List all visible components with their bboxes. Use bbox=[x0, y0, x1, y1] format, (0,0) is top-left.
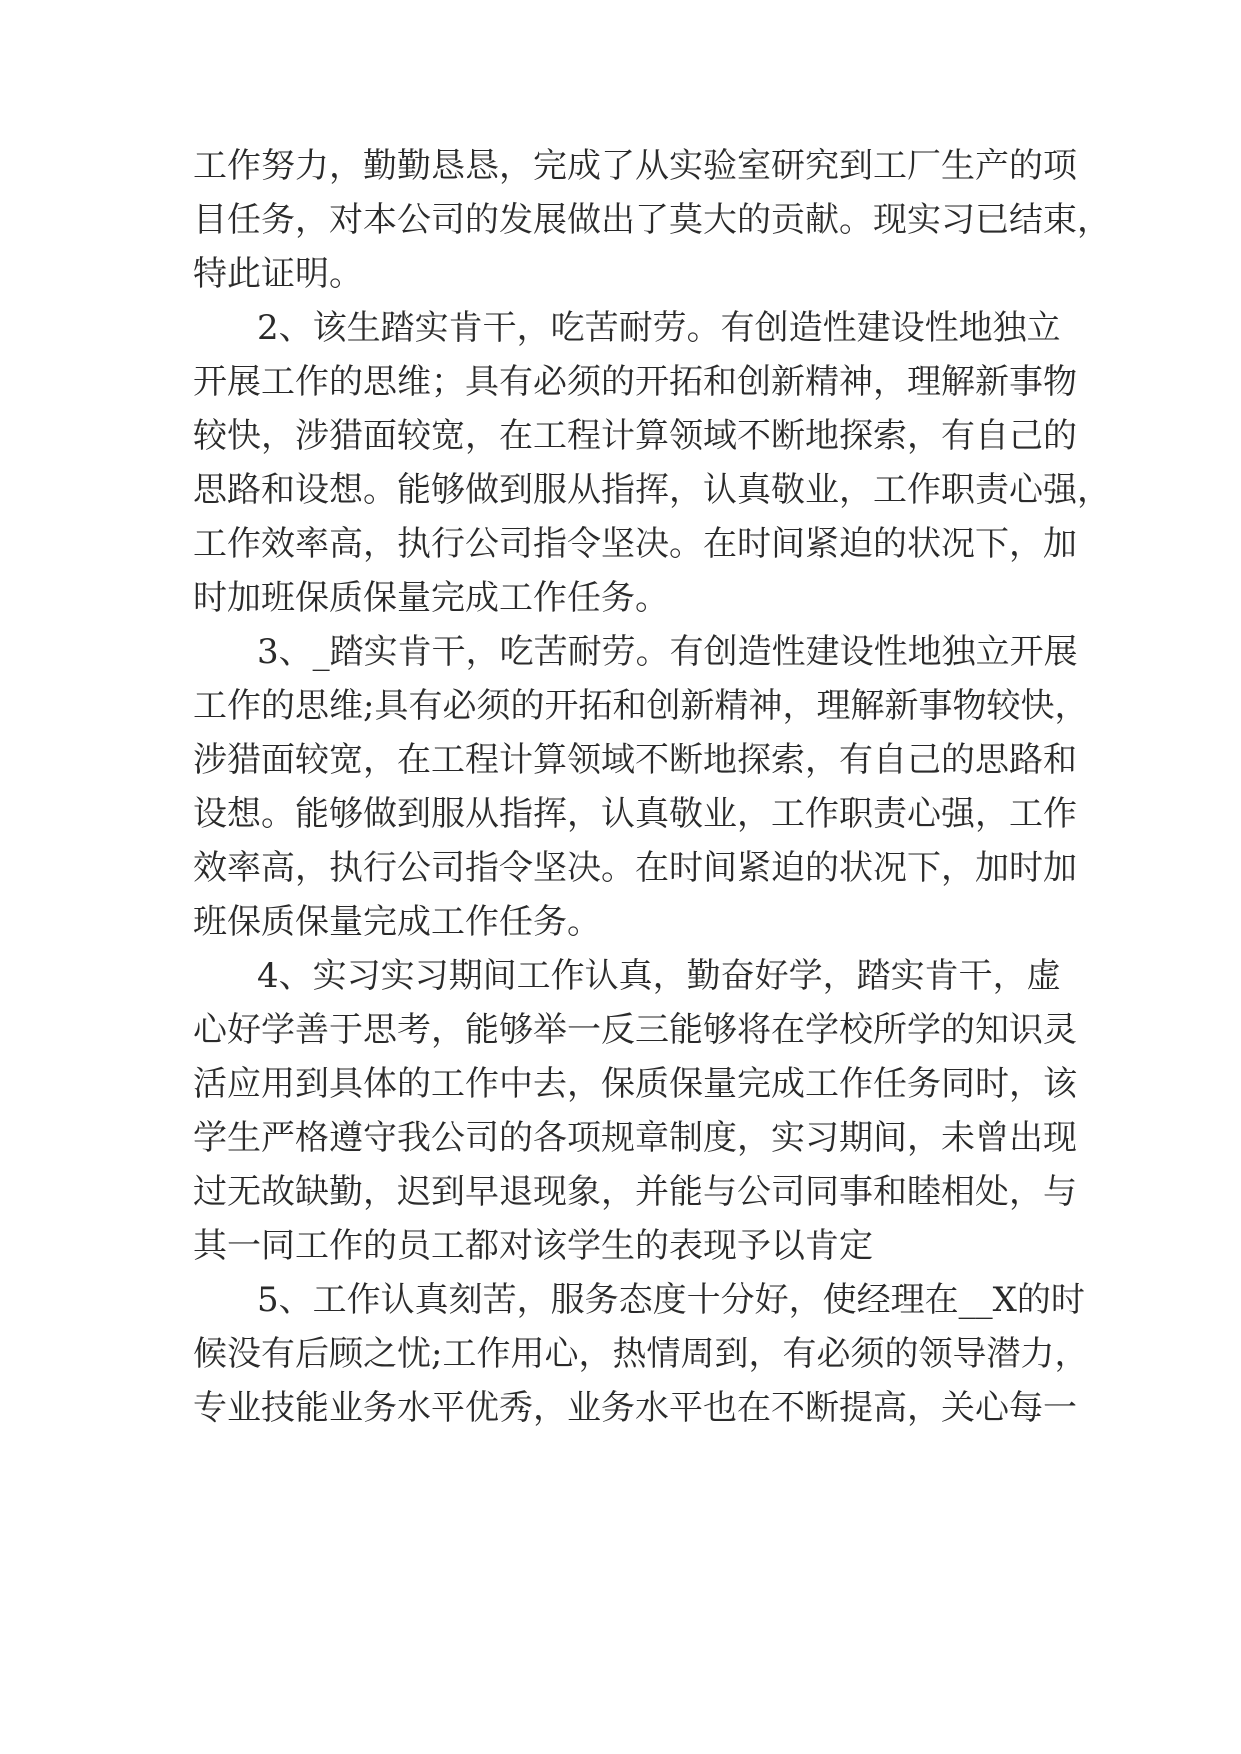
text-line: 学生严格遵守我公司的各项规章制度，实习期间，未曾出现 bbox=[193, 1118, 1077, 1158]
text-line: 涉猎面较宽，在工程计算领域不断地探索，有自己的思路和 bbox=[193, 740, 1077, 780]
text-line: 专业技能业务水平优秀，业务水平也在不断提高，关心每一 bbox=[193, 1388, 1077, 1428]
text-line: 较快，涉猎面较宽，在工程计算领域不断地探索，有自己的 bbox=[193, 416, 1077, 456]
text-line: 工作努力，勤勤恳恳，完成了从实验室研究到工厂生产的项 bbox=[193, 146, 1077, 186]
text-line: 过无故缺勤，迟到早退现象，并能与公司同事和睦相处，与 bbox=[193, 1172, 1077, 1212]
paragraph-2-first-line: 2、该生踏实肯干，吃苦耐劳。有创造性建设性地独立 bbox=[257, 308, 1061, 348]
text-line: 工作效率高，执行公司指令坚决。在时间紧迫的状况下，加 bbox=[193, 524, 1077, 564]
paragraph-5-first-line: 5、工作认真刻苦，服务态度十分好，使经理在__X的时 bbox=[257, 1280, 1085, 1320]
text-line: 班保质保量完成工作任务。 bbox=[193, 902, 601, 942]
text-line: 开展工作的思维；具有必须的开拓和创新精神，理解新事物 bbox=[193, 362, 1077, 402]
text-line: 特此证明。 bbox=[193, 254, 363, 294]
text-line: 目任务，对本公司的发展做出了莫大的贡献。现实习已结束， bbox=[193, 200, 1111, 240]
text-line: 候没有后顾之忧;工作用心，热情周到，有必须的领导潜力， bbox=[193, 1334, 1089, 1374]
text-line: 工作的思维;具有必须的开拓和创新精神，理解新事物较快， bbox=[193, 686, 1089, 726]
paragraph-3-first-line: 3、_踏实肯干，吃苦耐劳。有创造性建设性地独立开展 bbox=[257, 632, 1078, 672]
text-line: 心好学善于思考，能够举一反三能够将在学校所学的知识灵 bbox=[193, 1010, 1077, 1050]
text-line: 效率高，执行公司指令坚决。在时间紧迫的状况下，加时加 bbox=[193, 848, 1077, 888]
text-line: 其一同工作的员工都对该学生的表现予以肯定 bbox=[193, 1226, 873, 1266]
text-line: 思路和设想。能够做到服从指挥，认真敬业，工作职责心强， bbox=[193, 470, 1111, 510]
text-line: 活应用到具体的工作中去，保质保量完成工作任务同时，该 bbox=[193, 1064, 1077, 1104]
text-line: 时加班保质保量完成工作任务。 bbox=[193, 578, 669, 618]
paragraph-4-first-line: 4、实习实习期间工作认真，勤奋好学，踏实肯干，虚 bbox=[257, 956, 1061, 996]
text-line: 设想。能够做到服从指挥，认真敬业，工作职责心强，工作 bbox=[193, 794, 1077, 834]
